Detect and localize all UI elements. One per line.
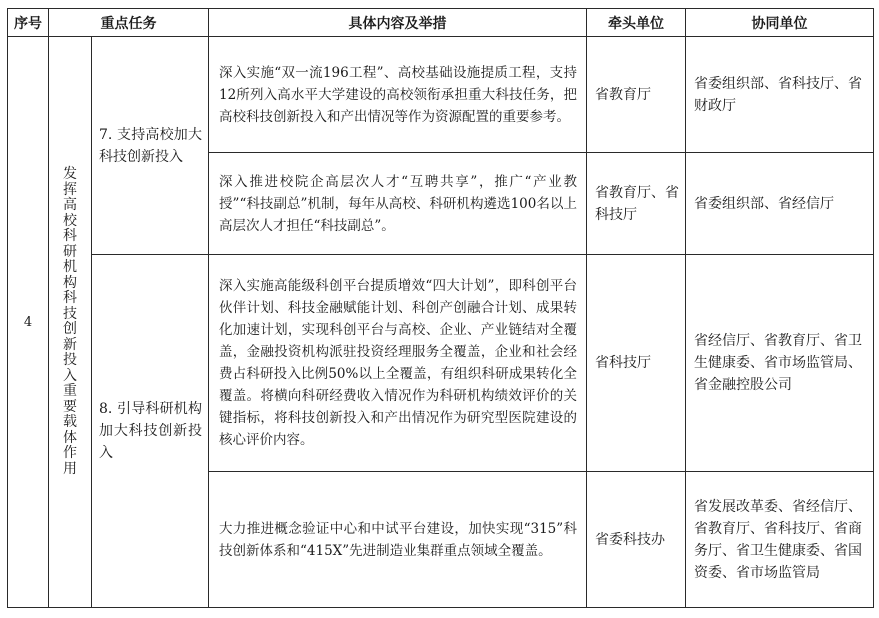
coop-units: 省经信厅、省教育厅、省卫生健康委、省市场监管局、省金融控股公司	[686, 255, 874, 472]
coop-units: 省委组织部、省经信厅	[686, 153, 874, 255]
category-cell	[49, 37, 92, 608]
lead-unit: 省教育厅、省科技厅	[587, 153, 686, 255]
header-task: 重点任务	[49, 9, 209, 37]
coop-units: 省委组织部、省科技厅、省财政厅	[686, 37, 874, 153]
header-content: 具体内容及举措	[209, 9, 587, 37]
header-coop: 协同单位	[686, 9, 874, 37]
category-text: 发挥高校科研机构科技创新投入重要载体作用	[63, 166, 77, 477]
subtask-title: 7. 支持高校加大科技创新投入	[92, 37, 209, 255]
header-seq: 序号	[8, 9, 49, 37]
measure-content: 深入实施高能级科创平台提质增效“四大计划”，即科创平台伙伴计划、科技金融赋能计划、科创产创融合计划、成果转化加速计划，实现科创平台与高校、企业、产业链结对全覆盖，金融投资机构派驻投资经理服务全覆盖，企业和社会经费占科研投入比例50%以上全覆盖，有组织科研成果转化全覆盖。将横向科研经费收入情况作为科研机构绩效评价的关键指标，将科技创新投入和产出情况作为研究型医院建设的核心评价内容。	[209, 255, 587, 472]
measure-content: 深入实施“双一流196工程”、高校基础设施提质工程，支持12所列入高水平大学建设的高校领衔承担重大科技任务，把高校科技创新投入和产出情况等作为资源配置的重要参考。	[209, 37, 587, 153]
lead-unit: 省科技厅	[587, 255, 686, 472]
measure-content: 大力推进概念验证中心和中试平台建设，加快实现“315”科技创新体系和“415X”先进制造业集群重点领域全覆盖。	[209, 472, 587, 608]
table-row	[8, 255, 874, 472]
table-row	[8, 37, 874, 153]
table-header-row	[8, 9, 874, 37]
coop-units: 省发展改革委、省经信厅、省教育厅、省科技厅、省商务厅、省卫生健康委、省国资委、省市场监管局	[686, 472, 874, 608]
lead-unit: 省教育厅	[587, 37, 686, 153]
lead-unit: 省委科技办	[587, 472, 686, 608]
measure-content: 深入推进校院企高层次人才“互聘共享”，推广“产业教授”“科技副总”机制，每年从高校、科研机构遴选100名以上高层次人才担任“科技副总”。	[209, 153, 587, 255]
row-number: 4	[8, 37, 49, 608]
header-lead: 牵头单位	[587, 9, 686, 37]
task-table	[7, 8, 874, 608]
subtask-title: 8. 引导科研机构加大科技创新投入	[92, 255, 209, 608]
